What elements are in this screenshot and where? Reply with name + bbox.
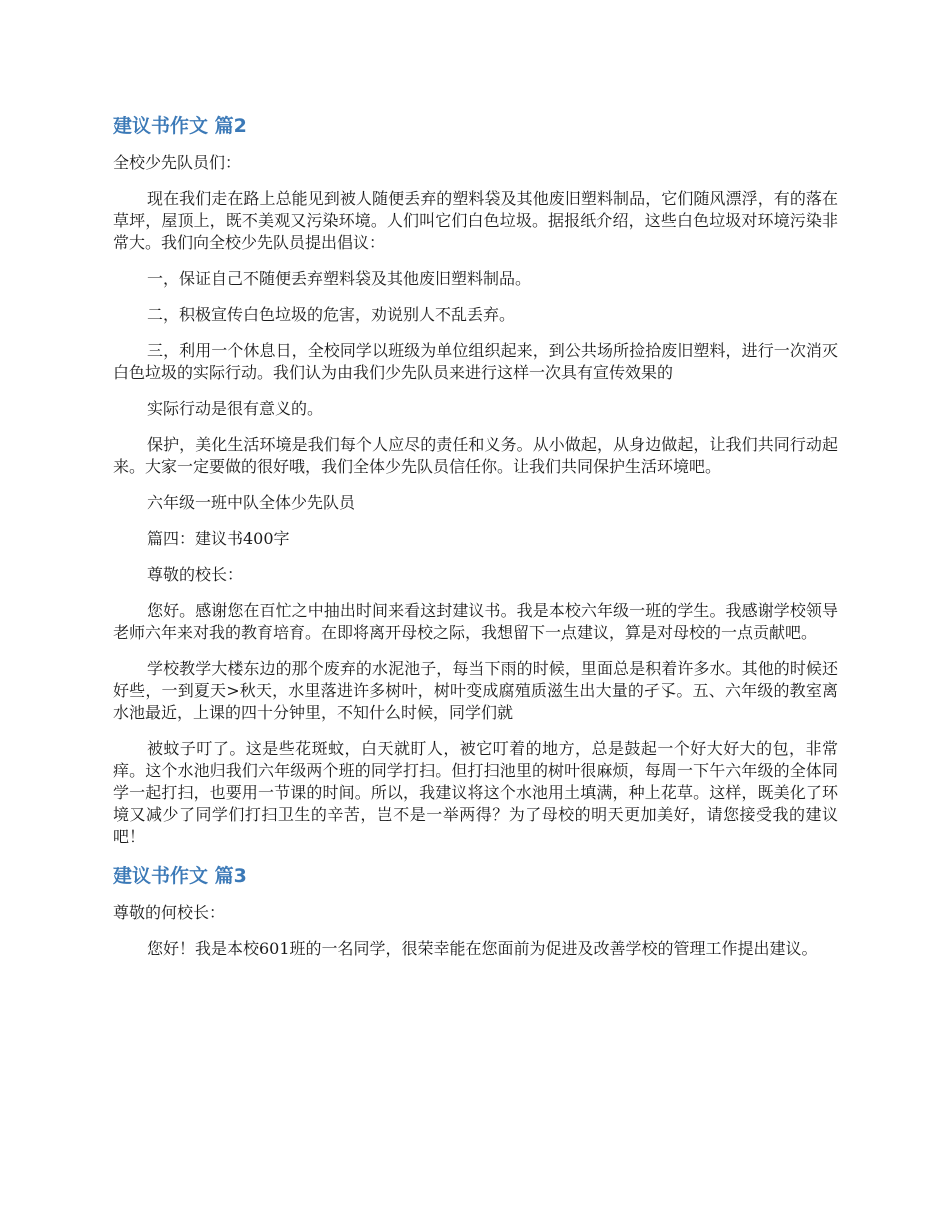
section-2-signature: 六年级一班中队全体少先队员 <box>147 493 356 512</box>
section-2-paragraph: 您好。感谢您在百忙之中抽出时间来看这封建议书。我是本校六年级一班的学生。我感谢学校领导老师六年来对我的教育培育。在即将离开母校之际，我想留下一点建议，算是对母校的一点贡献吧。 <box>113 601 838 642</box>
section-2-title: 建议书作文 篇2 <box>113 115 247 137</box>
section-3-paragraph: 您好！我是本校601班的一名同学，很荣幸能在您面前为促进及改善学校的管理工作提出建议。 <box>147 939 818 958</box>
section-2-subtitle: 篇四：建议书400字 <box>147 529 290 548</box>
section-3-title: 建议书作文 篇3 <box>113 865 247 887</box>
section-2-salutation: 全校少先队员们： <box>113 153 242 172</box>
section-2-paragraph: 实际行动是很有意义的。 <box>147 399 324 418</box>
section-2-paragraph: 三，利用一个休息日，全校同学以班级为单位组织起来，到公共场所捡拾废旧塑料，进行一次消灭白色垃圾的实际行动。我们认为由我们少先队员来进行这样一次具有宣传效果的 <box>113 341 838 382</box>
section-2-paragraph: 保护，美化生活环境是我们每个人应尽的责任和义务。从小做起，从身边做起，让我们共同行动起来。大家一定要做的很好哦，我们全体少先队员信任你。让我们共同保护生活环境吧。 <box>113 435 838 476</box>
section-2-paragraph: 二，积极宣传白色垃圾的危害，劝说别人不乱丢弃。 <box>147 305 516 324</box>
section-2-greeting: 尊敬的校长： <box>147 565 244 584</box>
section-2-paragraph: 被蚊子叮了。这是些花斑蚊，白天就盯人，被它叮着的地方，总是鼓起一个好大好大的包，非常痒。这个水池归我们六年级两个班的同学打扫。但打扫池里的树叶很麻烦，每周一下午六年级的全体同学一起打扫，也要用一节课的时间。所以，我建议将这个水池用土填满，种上花草。这样，既美化了环境又减少了同学们打扫卫生的辛苦，岂不是一举两得？为了母校的明天更加美好，请您接受我的建议吧！ <box>113 739 838 846</box>
section-2-paragraph: 现在我们走在路上总能见到被人随便丢弃的塑料袋及其他废旧塑料制品，它们随风漂浮，有的落在草坪，屋顶上，既不美观又污染环境。人们叫它们白色垃圾。据报纸介绍，这些白色垃圾对环境污染非常大。我们向全校少先队员提出倡议： <box>113 189 838 252</box>
section-2-paragraph: 学校教学大楼东边的那个废弃的水泥池子，每当下雨的时候，里面总是积着许多水。其他的时候还好些，一到夏天>秋天，水里落进许多树叶，树叶变成腐殖质滋生出大量的孑孓。五、六年级的教室离水池最近，上课的四十分钟里，不知什么时候，同学们就 <box>113 659 838 722</box>
section-3-salutation: 尊敬的何校长： <box>113 903 226 922</box>
section-2-paragraph: 一，保证自己不随便丢弃塑料袋及其他废旧塑料制品。 <box>147 269 532 288</box>
